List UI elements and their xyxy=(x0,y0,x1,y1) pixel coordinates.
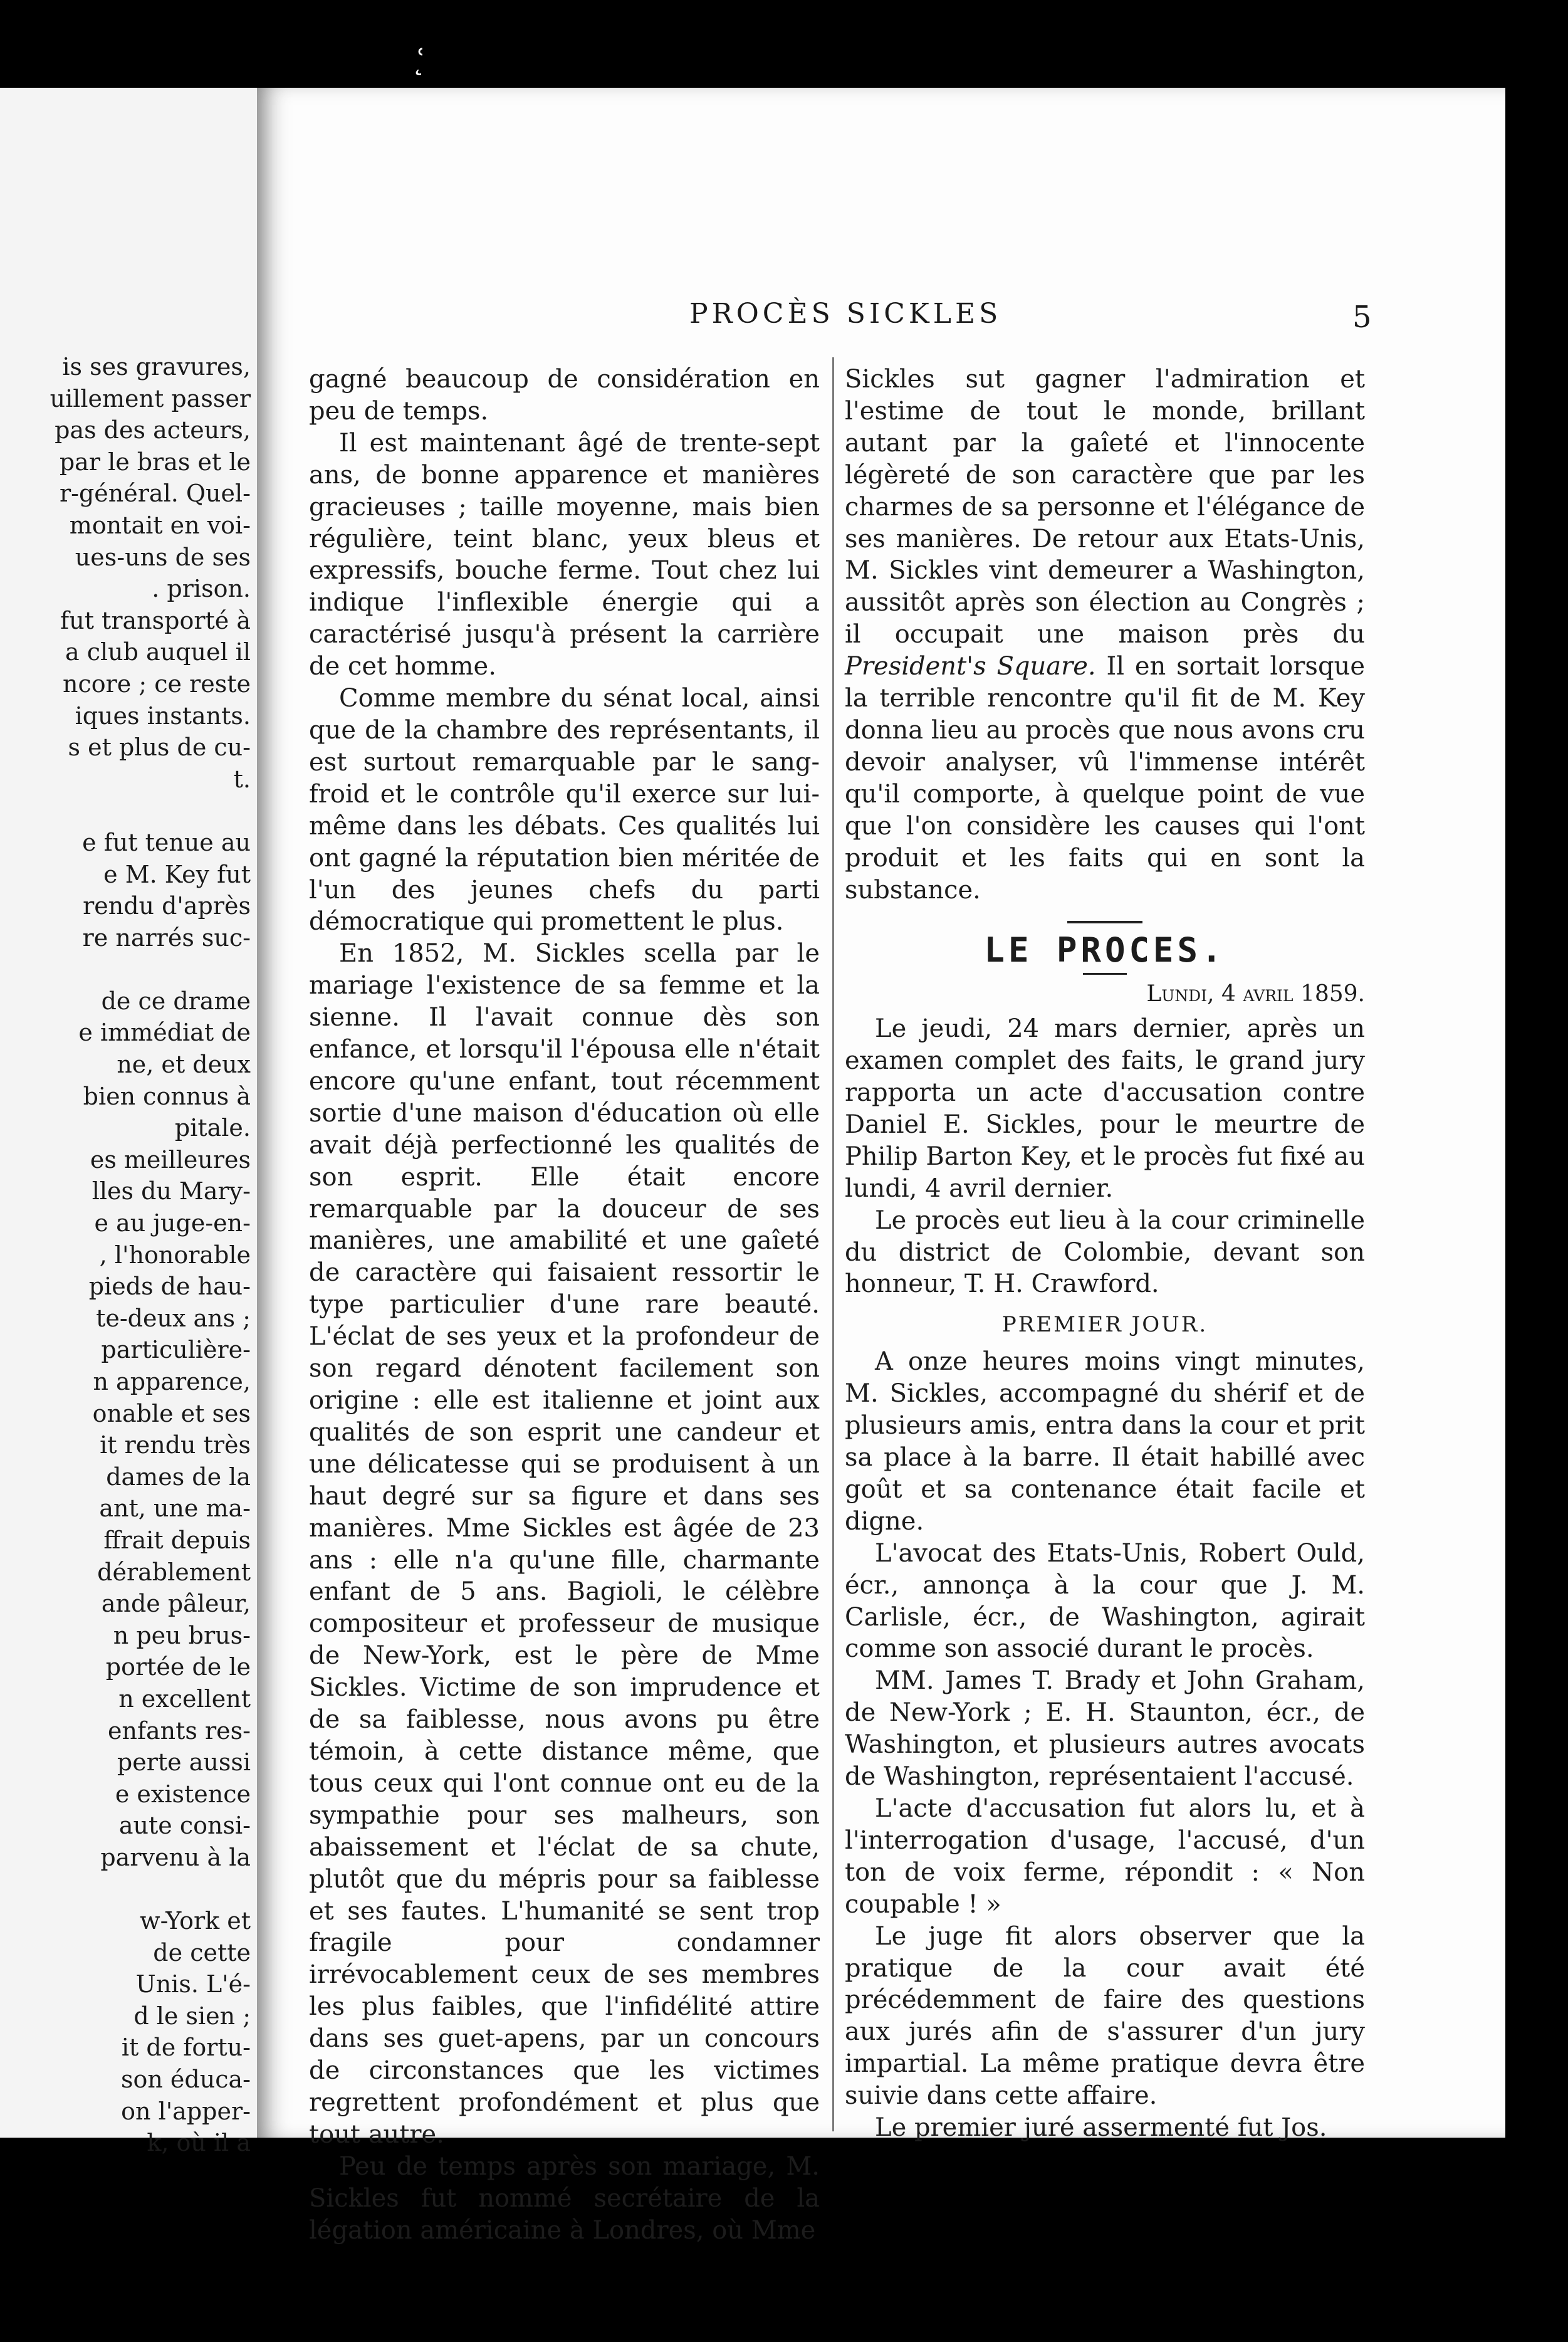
section-title: LE PROCES. xyxy=(984,930,1226,970)
paragraph: A onze heures moins vingt minutes, M. Sickles, accompagné du shérif et de plusieurs amis, entra dans la cour et prit sa place à la barre. Il était habillé avec goût et sa contenance était facile et digne. xyxy=(845,1347,1365,1536)
text-line: r-général. Quel- xyxy=(59,480,251,508)
text-line: particulière- xyxy=(101,1336,251,1364)
running-title: PROCÈS SICKLES xyxy=(689,298,1002,330)
text-column-left xyxy=(309,364,820,2246)
text-line: pas des acteurs, xyxy=(55,416,251,444)
section-rule xyxy=(1083,973,1127,975)
text-line: n excellent xyxy=(118,1684,251,1713)
text-line: ande pâleur, xyxy=(101,1590,251,1618)
text-line: iques instants. xyxy=(75,701,251,730)
paragraph: Le juge fit alors observer que la pratique de la cour avait été précédemment de faire des questions aux jurés afin de s'assurer d'un jury impartial. La même pratique devra être suivie dans cette affaire. xyxy=(845,1921,1365,2111)
scan-mark: ʿ̨ xyxy=(417,43,426,76)
text-line: e M. Key fut xyxy=(103,860,251,888)
text-line: a club auquel il xyxy=(65,638,251,666)
text-line: s et plus de cu- xyxy=(68,733,251,762)
adjacent-page-text xyxy=(0,351,251,2159)
paragraph: L'avocat des Etats-Unis, Robert Ould, écr., annonça à la cour que J. M. Carlisle, écr., de Washington, agirait comme son associé durant le procès. xyxy=(845,1538,1365,1664)
text-line: de cette xyxy=(153,1938,251,1967)
text-line: e immédiat de xyxy=(78,1019,251,1047)
text-line: dames de la xyxy=(106,1462,251,1491)
paragraph-text: Il en sortait lorsque la terrible rencontre qu'il fit de M. Key donna lieu au procès que nous avons cru devoir analyser, vû l'immense intérêt qu'il comporte, à quelque point de vue que l'on considère les causes qui l'ont produit et les faits qui en sont la substance. xyxy=(845,652,1365,905)
text-line: re narrés suc- xyxy=(82,923,251,952)
text-line: dérablement xyxy=(97,1558,251,1586)
text-line: uillement passer xyxy=(50,384,251,412)
text-line: it rendu très xyxy=(100,1431,251,1459)
column-divider xyxy=(832,357,834,2131)
text-line: perte aussi xyxy=(117,1748,251,1777)
text-line: aute consi- xyxy=(118,1812,251,1840)
paragraph: L'acte d'accusation fut alors lu, et à l'interrogation d'usage, l'accusé, d'un ton de voix ferme, répondit : « Non coupable ! » xyxy=(845,1793,1365,1919)
text-line: de ce drame xyxy=(101,987,251,1015)
text-line: son éduca- xyxy=(121,2066,251,2094)
page-number: 5 xyxy=(1352,300,1372,335)
text-line: onable et ses xyxy=(92,1399,251,1427)
text-line xyxy=(0,795,251,827)
text-line: lles du Mary- xyxy=(91,1177,251,1205)
text-line: ffrait depuis xyxy=(103,1526,251,1554)
paragraph: Le premier juré assermenté fut Jos. xyxy=(875,2113,1327,2143)
text-line: k, où il a xyxy=(147,2129,251,2157)
text-line: fut transporté à xyxy=(60,606,251,634)
text-line: rendu d'après xyxy=(83,892,251,920)
dateline: Lundi, 4 avril 1859. xyxy=(1146,981,1365,1007)
paragraph: Le procès eut lieu à la cour criminelle du district de Colombie, devant son honneur, T. H. Crawford. xyxy=(845,1205,1365,1299)
text-line: n apparence, xyxy=(93,1368,251,1395)
text-line: par le bras et le xyxy=(59,448,251,476)
text-line: e fut tenue au xyxy=(82,828,251,856)
text-line: Unis. L'é- xyxy=(135,1970,251,1998)
text-line: enfants res- xyxy=(108,1716,251,1745)
text-line xyxy=(0,1874,251,1906)
text-line: portée de le xyxy=(105,1653,251,1681)
text-line: parvenu à la xyxy=(100,1843,251,1871)
text-line: ncore ; ce reste xyxy=(62,670,251,698)
text-line: ne, et deux xyxy=(117,1051,251,1079)
text-line: t. xyxy=(233,765,251,793)
text-line: bien connus à xyxy=(83,1082,251,1110)
paragraph: En 1852, M. Sickles scella par le mariage l'existence de sa femme et la sienne. Il l'avait connue dès son enfance, et lorsqu'il l'épousa elle n'était encore qu'une enfant, tout récemment sortie d'une maison d'éducation où elle avait déjà perfectionné les qualités de son esprit. Elle était encore remarquable par la douceur de ses manières, une amabilité et une gaîeté de caractère qui faisaient ressortir le type particulier d'une rare beauté. L'éclat de ses yeux et la profondeur de son regard dénotent facilement son origine : elle est italienne et joint aux qualités de son esprit une candeur et une délicatesse qui se produisent à un haut degré sur sa figure et dans ses manières. Mme Sickles est âgée de 23 ans : elle n'a qu'une fille, charmante enfant de 5 ans. Bagioli, le célèbre compositeur et professeur de musique de New-York, est le père de Mme Sickles. Victime de son imprudence et de sa faiblesse, nous avons pu être témoin, à cette distance même, que tous ceux qui l'ont connue ont eu de la sympathie pour ses malheurs, son abaissement et l'éclat de sa chute, plutôt que du mépris pour sa faiblesse et ses fautes. L'humanité se sent trop fragile pour condamner irrévocablement ceux de ses membres les plus faibles, que l'infidélité attire dans ses guet-apens, par un concours de circonstances que les victimes regrettent profondément et plus que tout autre. xyxy=(309,939,820,2149)
paragraph-text: Sickles sut gagner l'admiration et l'estime de tout le monde, brillant autant par la gaîeté et l'innocente légèreté de son caractère que par les charmes de sa personne et l'élégance de ses manières. De retour aux Etats-Unis, M. Sickles vint demeurer a Washington, aussitôt après son élection au Congrès ; il occupait une maison près du xyxy=(845,365,1365,649)
text-line: pitale. xyxy=(174,1114,251,1142)
text-line xyxy=(0,953,251,985)
text-line: ant, une ma- xyxy=(99,1494,251,1523)
paragraph: Il est maintenant âgé de trente-sept ans, de bonne apparence et manières gracieuses ; taille moyenne, mais bien régulière, teint blanc, yeux bleus et expressifs, bouche ferme. Tout chez lui indique l'inflexible énergie qui a caractérisé jusqu'à présent la carrière de cet homme. xyxy=(309,428,820,681)
text-line: montait en voi- xyxy=(69,511,251,539)
text-line: e existence xyxy=(115,1780,251,1808)
subheading: PREMIER JOUR. xyxy=(1001,1312,1208,1338)
text-column-right xyxy=(845,364,1365,2144)
section-rule xyxy=(1067,921,1142,923)
paragraph: Peu de temps après son mariage, M. Sickles fut nommé secrétaire de la légation américaine à Londres, où Mme xyxy=(309,2151,820,2245)
text-line: w-York et xyxy=(140,1907,251,1935)
text-line: te-deux ans ; xyxy=(96,1304,251,1332)
text-line: e au juge-en- xyxy=(94,1209,251,1237)
adjacent-page xyxy=(0,88,262,2157)
text-line: , l'honorable xyxy=(99,1241,251,1269)
text-line: d le sien ; xyxy=(133,2002,251,2030)
paragraph: Comme membre du sénat local, ainsi que de la chambre des représentants, il est surtout remarquable par le sang-froid et le contrôle qu'il exerce sur lui-même dans les débats. Ces qualités lui ont gagné la réputation bien méritée de l'un des jeunes chefs du parti démocratique qui promettent le plus. xyxy=(309,684,820,937)
text-line: is ses gravures, xyxy=(62,353,251,381)
text-line: on l'apper- xyxy=(121,2097,251,2125)
paragraph: gagné beaucoup de considération en peu de temps. xyxy=(309,365,820,426)
paragraph: Le jeudi, 24 mars dernier, après un examen complet des faits, le grand jury rapporta un acte d'accusation contre Daniel E. Sickles, pour le meurtre de Philip Barton Key, et le procès fut fixé au lundi, 4 avril dernier. xyxy=(845,1014,1365,1203)
text-line: pieds de hau- xyxy=(88,1273,251,1301)
scan-border xyxy=(1505,88,1568,2138)
paragraph: MM. James T. Brady et John Graham, de New-York ; E. H. Staunton, écr., de Washington, et plusieurs autres avocats de Washington, représentaient l'accusé. xyxy=(845,1666,1365,1792)
paragraph xyxy=(845,364,1365,906)
emphasis-text: President's Square. xyxy=(845,652,1096,681)
text-line: . prison. xyxy=(152,575,251,603)
text-line: it de fortu- xyxy=(121,2034,251,2062)
text-line: es meilleures xyxy=(90,1145,251,1174)
text-line: ues-uns de ses xyxy=(75,543,251,571)
text-line: n peu brus- xyxy=(113,1621,251,1649)
